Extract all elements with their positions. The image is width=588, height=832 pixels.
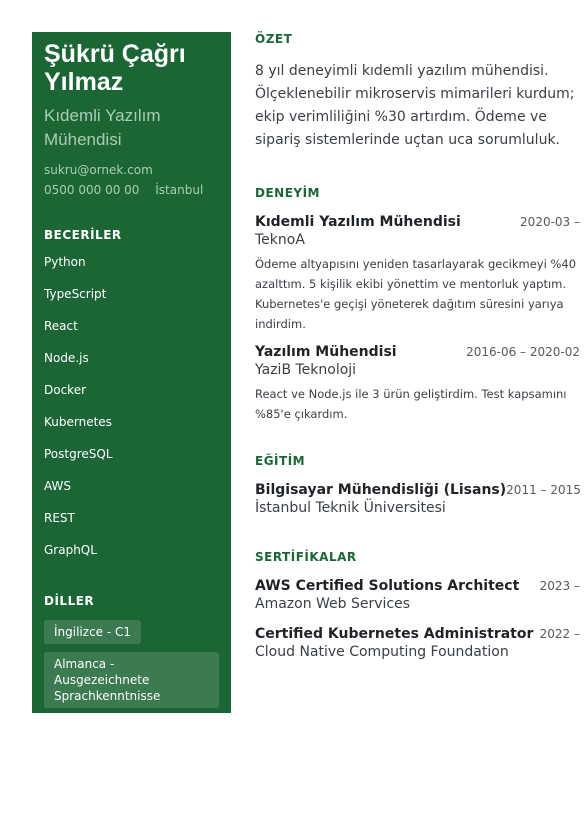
job-title: Kıdemli Yazılım Mühendisi: [44, 106, 161, 149]
experience-description: Ödeme altyapısını yeniden tasarlayarak gecikmeyi %40 azalttım. 5 kişilik ekibi yönettim ve mentorluk yaptım. Kubernetes'e geçişi yöneterek dağıtım süresini yarıya indirdim.: [255, 257, 577, 331]
certification-name: Certified Kubernetes Administrator: [255, 626, 534, 642]
summary-text: 8 yıl deneyimli kıdemli yazılım mühendisi. Ölçeklenebilir mikroservis mimarileri kurdum; ekip verimliliğini %30 artırdım. Ödeme ve sipariş sistemlerinde uçtan uca sorumluluk.: [255, 63, 575, 148]
education-school: İstanbul Teknik Üniversitesi: [255, 500, 446, 516]
certification-name: AWS Certified Solutions Architect: [255, 578, 520, 594]
experience-heading: DENEYİM: [255, 186, 320, 200]
certification-date: 2022 –: [539, 627, 580, 641]
candidate-name: Şükrü Çağrı Yılmaz: [44, 40, 186, 96]
sidebar: [32, 32, 231, 713]
city-text: İstanbul: [155, 183, 204, 197]
skill-item: React: [44, 319, 78, 333]
experience-item: [255, 214, 580, 334]
experience-company: YaziB Teknoloji: [255, 362, 357, 378]
email-text: sukru@ornek.com: [44, 163, 153, 177]
languages-heading: DİLLER: [44, 594, 95, 608]
experience-role: Kıdemli Yazılım Mühendisi: [255, 214, 461, 230]
experience-description: React ve Node.js ile 3 ürün geliştirdim. Test kapsamını %85'e çıkardım.: [255, 387, 567, 421]
languages-list: [44, 612, 219, 708]
contact-info: [44, 160, 219, 200]
summary-heading: ÖZET: [255, 32, 293, 46]
skill-item: GraphQL: [44, 543, 97, 557]
experience-section: [255, 186, 580, 424]
experience-company: TeknoA: [255, 232, 305, 248]
education-section: [255, 454, 580, 518]
main-content: [255, 32, 580, 662]
language-badge: İngilizce - C1: [44, 620, 141, 644]
skill-item: Python: [44, 255, 86, 269]
language-badge: Almanca - Ausgezeichnete Sprachkenntnisse: [44, 652, 219, 708]
education-item: [255, 482, 580, 518]
summary-section: [255, 32, 580, 152]
education-degree: Bilgisayar Mühendisliği (Lisans): [255, 482, 507, 498]
certifications-section: [255, 550, 580, 662]
skills-heading: BECERİLER: [44, 228, 122, 242]
skill-item: AWS: [44, 479, 72, 493]
experience-date: 2020-03 –: [520, 215, 580, 229]
education-heading: EĞİTİM: [255, 454, 306, 468]
certification-issuer: Amazon Web Services: [255, 596, 411, 612]
certification-issuer: Cloud Native Computing Foundation: [255, 644, 509, 660]
experience-role: Yazılım Mühendisi: [255, 344, 397, 360]
certifications-heading: SERTİFİKALAR: [255, 550, 357, 564]
certification-item: [255, 626, 580, 662]
certification-item: [255, 578, 580, 614]
experience-date: 2016-06 – 2020-02: [466, 345, 580, 359]
education-date: 2011 – 2015: [506, 483, 581, 497]
skill-item: TypeScript: [44, 287, 107, 301]
phone-text: 0500 000 00 00: [44, 183, 140, 197]
experience-item: [255, 344, 580, 424]
skills-list: [44, 246, 219, 566]
skill-item: Node.js: [44, 351, 89, 365]
skill-item: Kubernetes: [44, 415, 112, 429]
skill-item: PostgreSQL: [44, 447, 113, 461]
certification-date: 2023 –: [539, 579, 580, 593]
skill-item: Docker: [44, 383, 87, 397]
skill-item: REST: [44, 511, 75, 525]
